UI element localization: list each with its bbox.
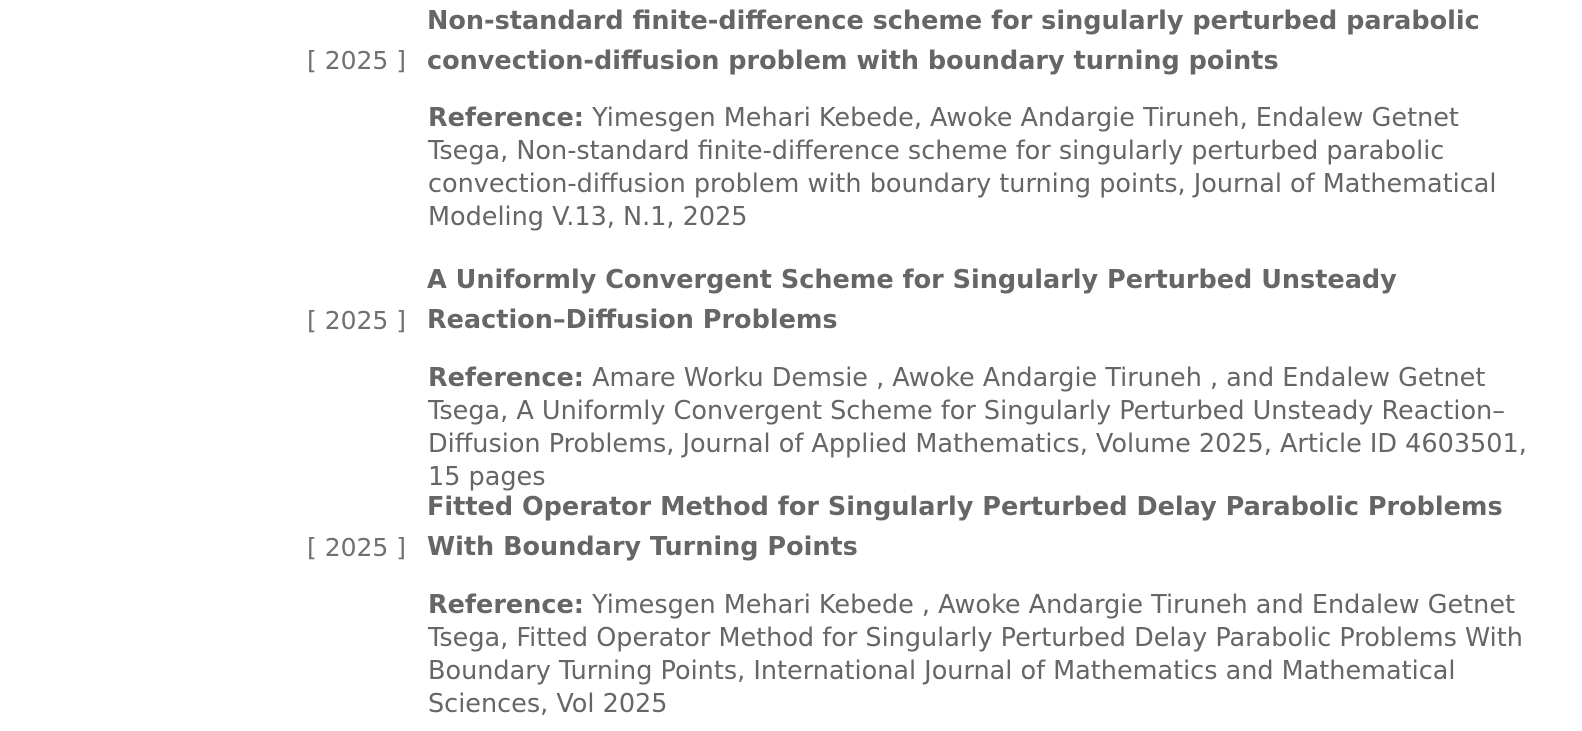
publication-year: [ 2025 ] [307,46,407,75]
reference-text: Amare Worku Demsie , Awoke Andargie Tiruneh , and Endalew Getnet Tsega, A Uniformly Convergent Scheme for Singularly Perturbed Unsteady Reaction–Diffusion Problems, Journal of Applied Mathematics, Volume 2025, Article ID 4603501, 15 pages [428,363,1527,492]
publication-title[interactable]: A Uniformly Convergent Scheme for Singularly Perturbed Unsteady Reaction–Diffusion Problems [427,265,1397,335]
reference-label: Reference: [428,103,584,133]
reference-label: Reference: [428,590,584,620]
reference-label: Reference: [428,363,584,393]
publication-reference [428,102,1538,234]
publication-title[interactable]: Non-standard finite-difference scheme for singularly perturbed parabolic convection-diffusion problem with boundary turning points [427,6,1480,76]
publication-year: [ 2025 ] [307,533,407,562]
reference-text: Yimesgen Mehari Kebede, Awoke Andargie Tiruneh, Endalew Getnet Tsega, Non-standard finite-difference scheme for singularly perturbed parabolic convection-diffusion problem with boundary turning points, Journal of Mathematical Modeling V.13, N.1, 2025 [428,103,1497,232]
publication-title[interactable]: Fitted Operator Method for Singularly Perturbed Delay Parabolic Problems With Boundary Turning Points [427,492,1503,562]
publication-reference [428,589,1538,721]
reference-text: Yimesgen Mehari Kebede , Awoke Andargie Tiruneh and Endalew Getnet Tsega, Fitted Operator Method for Singularly Perturbed Delay Parabolic Problems With Boundary Turning Points, International Journal of Mathematics and Mathematical Sciences, Vol 2025 [428,590,1523,719]
publication-year: [ 2025 ] [307,306,407,335]
publication-reference [428,362,1538,494]
